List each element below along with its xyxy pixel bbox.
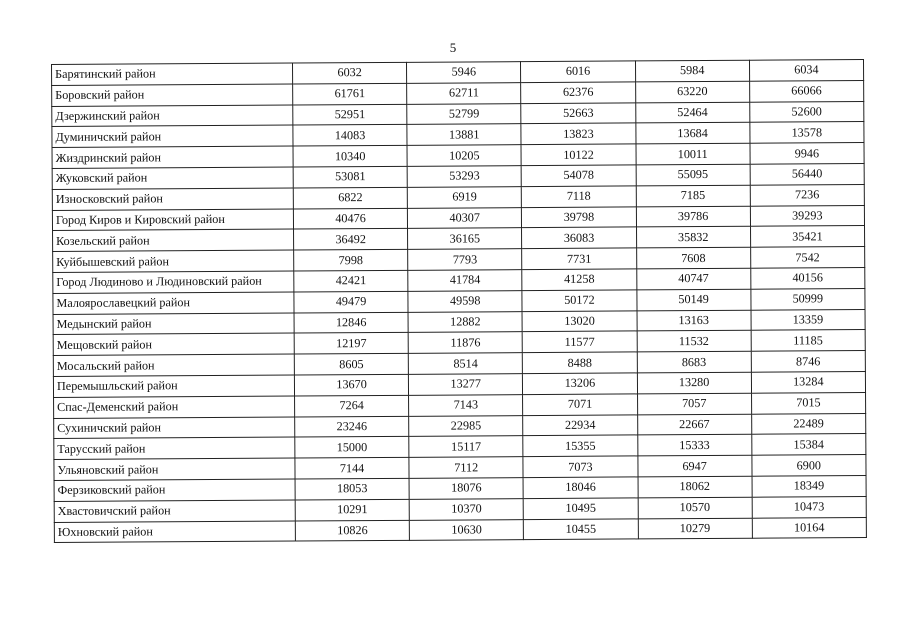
district-name-cell: Барятинский район — [52, 63, 293, 85]
district-name-cell: Думиничский район — [52, 125, 293, 147]
district-name-cell: Мосальский район — [53, 354, 294, 376]
value-cell: 13881 — [407, 124, 521, 145]
table-body — [52, 60, 867, 543]
value-cell: 22667 — [637, 414, 751, 435]
population-table — [51, 59, 866, 543]
value-cell: 15355 — [523, 435, 637, 456]
value-cell: 10340 — [293, 146, 407, 167]
value-cell: 50999 — [751, 288, 865, 309]
district-name-cell: Город Киров и Кировский район — [52, 209, 293, 231]
value-cell: 13280 — [637, 372, 751, 393]
value-cell: 35421 — [750, 226, 864, 247]
value-cell: 6032 — [292, 62, 406, 83]
value-cell: 8746 — [751, 351, 865, 372]
value-cell: 56440 — [750, 164, 864, 185]
district-name-cell: Перемышльский район — [53, 375, 294, 397]
value-cell: 12197 — [294, 333, 408, 354]
value-cell: 10473 — [752, 496, 866, 517]
value-cell: 7998 — [294, 249, 408, 270]
value-cell: 40156 — [751, 268, 865, 289]
value-cell: 8488 — [523, 352, 637, 373]
value-cell: 42421 — [294, 270, 408, 291]
value-cell: 18046 — [523, 477, 637, 498]
value-cell: 62711 — [407, 82, 521, 103]
district-name-cell: Жуковский район — [52, 167, 293, 189]
value-cell: 7731 — [522, 248, 636, 269]
value-cell: 10011 — [636, 143, 750, 164]
value-cell: 6900 — [752, 455, 866, 476]
value-cell: 13359 — [751, 309, 865, 330]
value-cell: 7112 — [409, 457, 523, 478]
district-name-cell: Спас-Деменский район — [54, 396, 295, 418]
value-cell: 10630 — [409, 519, 523, 540]
value-cell: 7793 — [408, 249, 522, 270]
value-cell: 7542 — [750, 247, 864, 268]
value-cell: 50149 — [636, 289, 750, 310]
value-cell: 13823 — [521, 123, 635, 144]
value-cell: 7073 — [523, 456, 637, 477]
value-cell: 13020 — [522, 310, 636, 331]
value-cell: 39293 — [750, 205, 864, 226]
value-cell: 52799 — [407, 103, 521, 124]
value-cell: 6034 — [749, 60, 863, 81]
value-cell: 52663 — [521, 103, 635, 124]
value-cell: 49598 — [408, 290, 522, 311]
value-cell: 13163 — [637, 310, 751, 331]
value-cell: 36492 — [294, 229, 408, 250]
value-cell: 50172 — [522, 290, 636, 311]
value-cell: 11876 — [408, 332, 522, 353]
district-name-cell: Износковский район — [52, 188, 293, 210]
value-cell: 63220 — [635, 81, 749, 102]
value-cell: 39798 — [522, 207, 636, 228]
value-cell: 10122 — [521, 144, 635, 165]
value-cell: 13206 — [523, 373, 637, 394]
value-cell: 66066 — [749, 80, 863, 101]
value-cell: 36165 — [408, 228, 522, 249]
value-cell: 10455 — [524, 518, 638, 539]
value-cell: 22934 — [523, 414, 637, 435]
value-cell: 8514 — [408, 353, 522, 374]
data-table — [51, 59, 867, 543]
value-cell: 22985 — [409, 415, 523, 436]
value-cell: 61761 — [293, 83, 407, 104]
value-cell: 8605 — [294, 353, 408, 374]
district-name-cell: Боровский район — [52, 84, 293, 106]
value-cell: 15333 — [637, 435, 751, 456]
district-name-cell: Ульяновский район — [54, 458, 295, 480]
value-cell: 53293 — [407, 166, 521, 187]
district-name-cell: Медынский район — [53, 313, 294, 335]
value-cell: 40307 — [408, 207, 522, 228]
value-cell: 6822 — [293, 187, 407, 208]
district-name-cell: Юхновский район — [54, 521, 295, 543]
value-cell: 41784 — [408, 270, 522, 291]
value-cell: 13670 — [294, 374, 408, 395]
value-cell: 11577 — [523, 331, 637, 352]
value-cell: 52951 — [293, 104, 407, 125]
value-cell: 7118 — [522, 186, 636, 207]
value-cell: 36083 — [522, 227, 636, 248]
value-cell: 6919 — [407, 186, 521, 207]
district-name-cell: Куйбышевский район — [53, 250, 294, 272]
value-cell: 39786 — [636, 206, 750, 227]
value-cell: 13284 — [751, 371, 865, 392]
value-cell: 54078 — [522, 165, 636, 186]
value-cell: 35832 — [636, 227, 750, 248]
value-cell: 6947 — [637, 455, 751, 476]
district-name-cell: Мещовский район — [53, 333, 294, 355]
district-name-cell: Жиздринский район — [52, 146, 293, 168]
value-cell: 49479 — [294, 291, 408, 312]
value-cell: 10570 — [638, 497, 752, 518]
value-cell: 18076 — [409, 478, 523, 499]
value-cell: 10495 — [524, 498, 638, 519]
value-cell: 13277 — [409, 374, 523, 395]
value-cell: 23246 — [295, 416, 409, 437]
value-cell: 13684 — [635, 123, 749, 144]
value-cell: 5984 — [635, 60, 749, 81]
value-cell: 40476 — [293, 208, 407, 229]
value-cell: 9946 — [750, 143, 864, 164]
value-cell: 7144 — [295, 457, 409, 478]
value-cell: 5946 — [407, 62, 521, 83]
value-cell: 10370 — [409, 498, 523, 519]
value-cell: 13578 — [750, 122, 864, 143]
value-cell: 12882 — [408, 311, 522, 332]
value-cell: 7143 — [409, 394, 523, 415]
value-cell: 53081 — [293, 166, 407, 187]
value-cell: 12846 — [294, 312, 408, 333]
value-cell: 7236 — [750, 184, 864, 205]
value-cell: 11532 — [637, 331, 751, 352]
value-cell: 7071 — [523, 394, 637, 415]
value-cell: 7015 — [751, 392, 865, 413]
value-cell: 7608 — [636, 247, 750, 268]
district-name-cell: Сухиничский район — [54, 417, 295, 439]
value-cell: 10164 — [752, 517, 866, 538]
value-cell: 18349 — [752, 475, 866, 496]
page-number: 5 — [449, 40, 457, 55]
value-cell: 10826 — [295, 520, 409, 541]
value-cell: 14083 — [293, 125, 407, 146]
value-cell: 22489 — [751, 413, 865, 434]
value-cell: 18053 — [295, 478, 409, 499]
value-cell: 40747 — [636, 268, 750, 289]
district-name-cell: Город Людиново и Людиновский район — [53, 271, 294, 293]
value-cell: 18062 — [638, 476, 752, 497]
table-row — [54, 517, 866, 543]
value-cell: 7057 — [637, 393, 751, 414]
value-cell: 11185 — [751, 330, 865, 351]
district-name-cell: Хвастовичский район — [54, 500, 295, 522]
district-name-cell: Козельский район — [53, 229, 294, 251]
value-cell: 41258 — [522, 269, 636, 290]
value-cell: 55095 — [636, 164, 750, 185]
value-cell: 10205 — [407, 145, 521, 166]
value-cell: 10291 — [295, 499, 409, 520]
district-name-cell: Ферзиковский район — [54, 479, 295, 501]
value-cell: 62376 — [521, 82, 635, 103]
district-name-cell: Малоярославецкий район — [53, 292, 294, 314]
value-cell: 52464 — [635, 102, 749, 123]
district-name-cell: Дзержинский район — [52, 105, 293, 127]
value-cell: 10279 — [638, 518, 752, 539]
value-cell: 15384 — [752, 434, 866, 455]
value-cell: 15000 — [295, 437, 409, 458]
value-cell: 7264 — [295, 395, 409, 416]
value-cell: 7185 — [636, 185, 750, 206]
value-cell: 52600 — [749, 101, 863, 122]
value-cell: 15117 — [409, 436, 523, 457]
district-name-cell: Тарусский район — [54, 437, 295, 459]
value-cell: 8683 — [637, 351, 751, 372]
value-cell: 6016 — [521, 61, 635, 82]
